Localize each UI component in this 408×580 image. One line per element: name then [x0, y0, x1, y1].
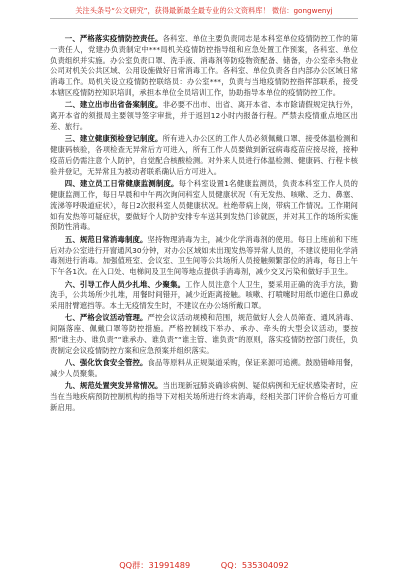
header-banner: 关注头条号“公文研究”，获得最新最全最专业的公文资料库！ 微信：gongwenyj [75, 6, 333, 15]
paragraph-text: 当出现新冠肺炎确诊病例、疑似病例和无症状感染者时，应当在当地疾病预防控制机构的指导下对相关场所进行终末消毒，经相关部门评价合格后方可重新启用。 [50, 381, 358, 413]
paragraph-heading: 四、建立员工日常健康监测制度。 [64, 179, 179, 189]
paragraph-heading: 三、建立健康预检登记制度。 [64, 134, 163, 144]
document-body [50, 34, 358, 415]
paragraph-5 [50, 235, 358, 278]
paragraph-text: 坚持物理消毒为主，减少化学消毒剂的使用。每日上班前和下班后对办公室进行开窗通风30分钟，对办公区域如未出现发热等异常人员的，不建议使用化学消毒剂进行消毒。加强值班室、会议室、卫生间等公共场所人员接触频繁部位的消毒，每日上午下午各1次。在入口处、电梯间及卫生间等地点提供手消毒剂，减少交叉污染和做好手卫生。 [50, 234, 358, 277]
paragraph-heading: 五、规范日常消毒制度。 [64, 234, 148, 244]
paragraph-text: 食品等原料从正规渠道采购，保证来源可追溯。鼓励错峰用餐，减少人员聚集。 [50, 358, 358, 379]
qq-number: QQ：535304092 [220, 560, 289, 570]
paragraph-4 [50, 179, 358, 233]
paragraph-9 [50, 381, 358, 413]
paragraph-text: 非必要不出市、出省、离开本省、本市除请假规定执行外，离开本省的须报局主要领导签字审批，并于返回12小时内报备行程。严禁去疫情重点地区出差、旅行。 [50, 100, 358, 131]
paragraph-6 [50, 280, 358, 312]
paragraph-text: 所有进入办公区的工作人员必须佩戴口罩、接受体温检测和健康码核验，各项检查无异常后方可进入，所有工作人员要做到新冠病毒疫苗应接尽接，接种疫苗后仍需注意个人防护，自觉配合核酸检测。对外来人员进行体温检测、健康码、行程卡核验并登记，无异常且为被动者联系确认后方可进入。 [50, 134, 358, 176]
paragraph-text: 各科室、单位主要负责同志是本科室单位疫情防控工作的第一责任人，党建办负责制定中***局机关疫情防控指导组和应急处置工作预案，各科室、单位负责组织并实施。办公室负责口罩、洗手液、消毒剂等防疫物资配备、储备，办公室牵头物业公司对机关公共区域、公用设施做好日常消毒工作。各科室、单位负责各自内部办公区域日常消毒工作。局机关设立疫情防控联络员：办公室***，负责与当地疫情防控指挥部联系，接受本辖区疫情防控知识培训，承担本单位全员培训工作，协助指导本单位的疫情防控工作。 [50, 34, 358, 97]
paragraph-heading: 七、严格会议活动管理。 [64, 313, 148, 323]
paragraph-7 [50, 313, 358, 356]
paragraph-text: 每个科室设置1名健康监测员，负责本科室工作人员的健康监测工作，每日早晨和中午两次询问科室人员健康状况（有无发热、咳嗽、乏力、鼻塞、流涕等呼吸道症状），每日2次报科室人员健康状况。杜绝带病上岗，带病工作情况。工作期间如有发热等可疑症状，要做好个人防护安排专车送其到发热门诊就医，并对其工作的场所实施预防性消毒。 [50, 179, 358, 232]
paragraph-1 [50, 34, 358, 99]
paragraph-text: 工作人员注意个人卫生，要采用正确的洗手方法，勤洗手，公共场所少扎堆，用餐时间错开，减少近距离接触。咳嗽、打喷嚏时用纸巾遮住口鼻或采用肘臂遮挡等。本土无疫情发生时，不建议在办公场所戴口罩。 [50, 279, 358, 311]
paragraph-heading: 二、建立出市出省备案制度。 [64, 100, 163, 110]
paragraph-heading: 一、严格落实疫情防控责任。 [64, 34, 163, 43]
qq-group-number: QQ群：31991489 [119, 560, 191, 570]
paragraph-3 [50, 134, 358, 177]
paragraph-heading: 九、规范处置突发异常情况。 [64, 381, 163, 391]
paragraph-heading: 六、引导工作人员少扎堆、少聚集。 [64, 279, 186, 289]
paragraph-8 [50, 358, 358, 380]
paragraph-heading: 八、强化饮食安全管控。 [64, 358, 148, 368]
footer-contact [0, 560, 408, 571]
paragraph-text: 严控会议活动规模和范围，规范做好人会人员筛查、通风消毒、间隔落座、佩戴口罩等防控措施。严格控制线下举办、承办、牵头的大型会议活动，要按照“谁主办、谁负责”“谁承办、谁负责”“谁主管、谁负责”的原则，落实疫情防控部门责任，负责制定会议疫情防控方案和应急预案并组织落实。 [50, 313, 358, 355]
paragraph-2 [50, 100, 358, 132]
header-divider [50, 18, 358, 19]
